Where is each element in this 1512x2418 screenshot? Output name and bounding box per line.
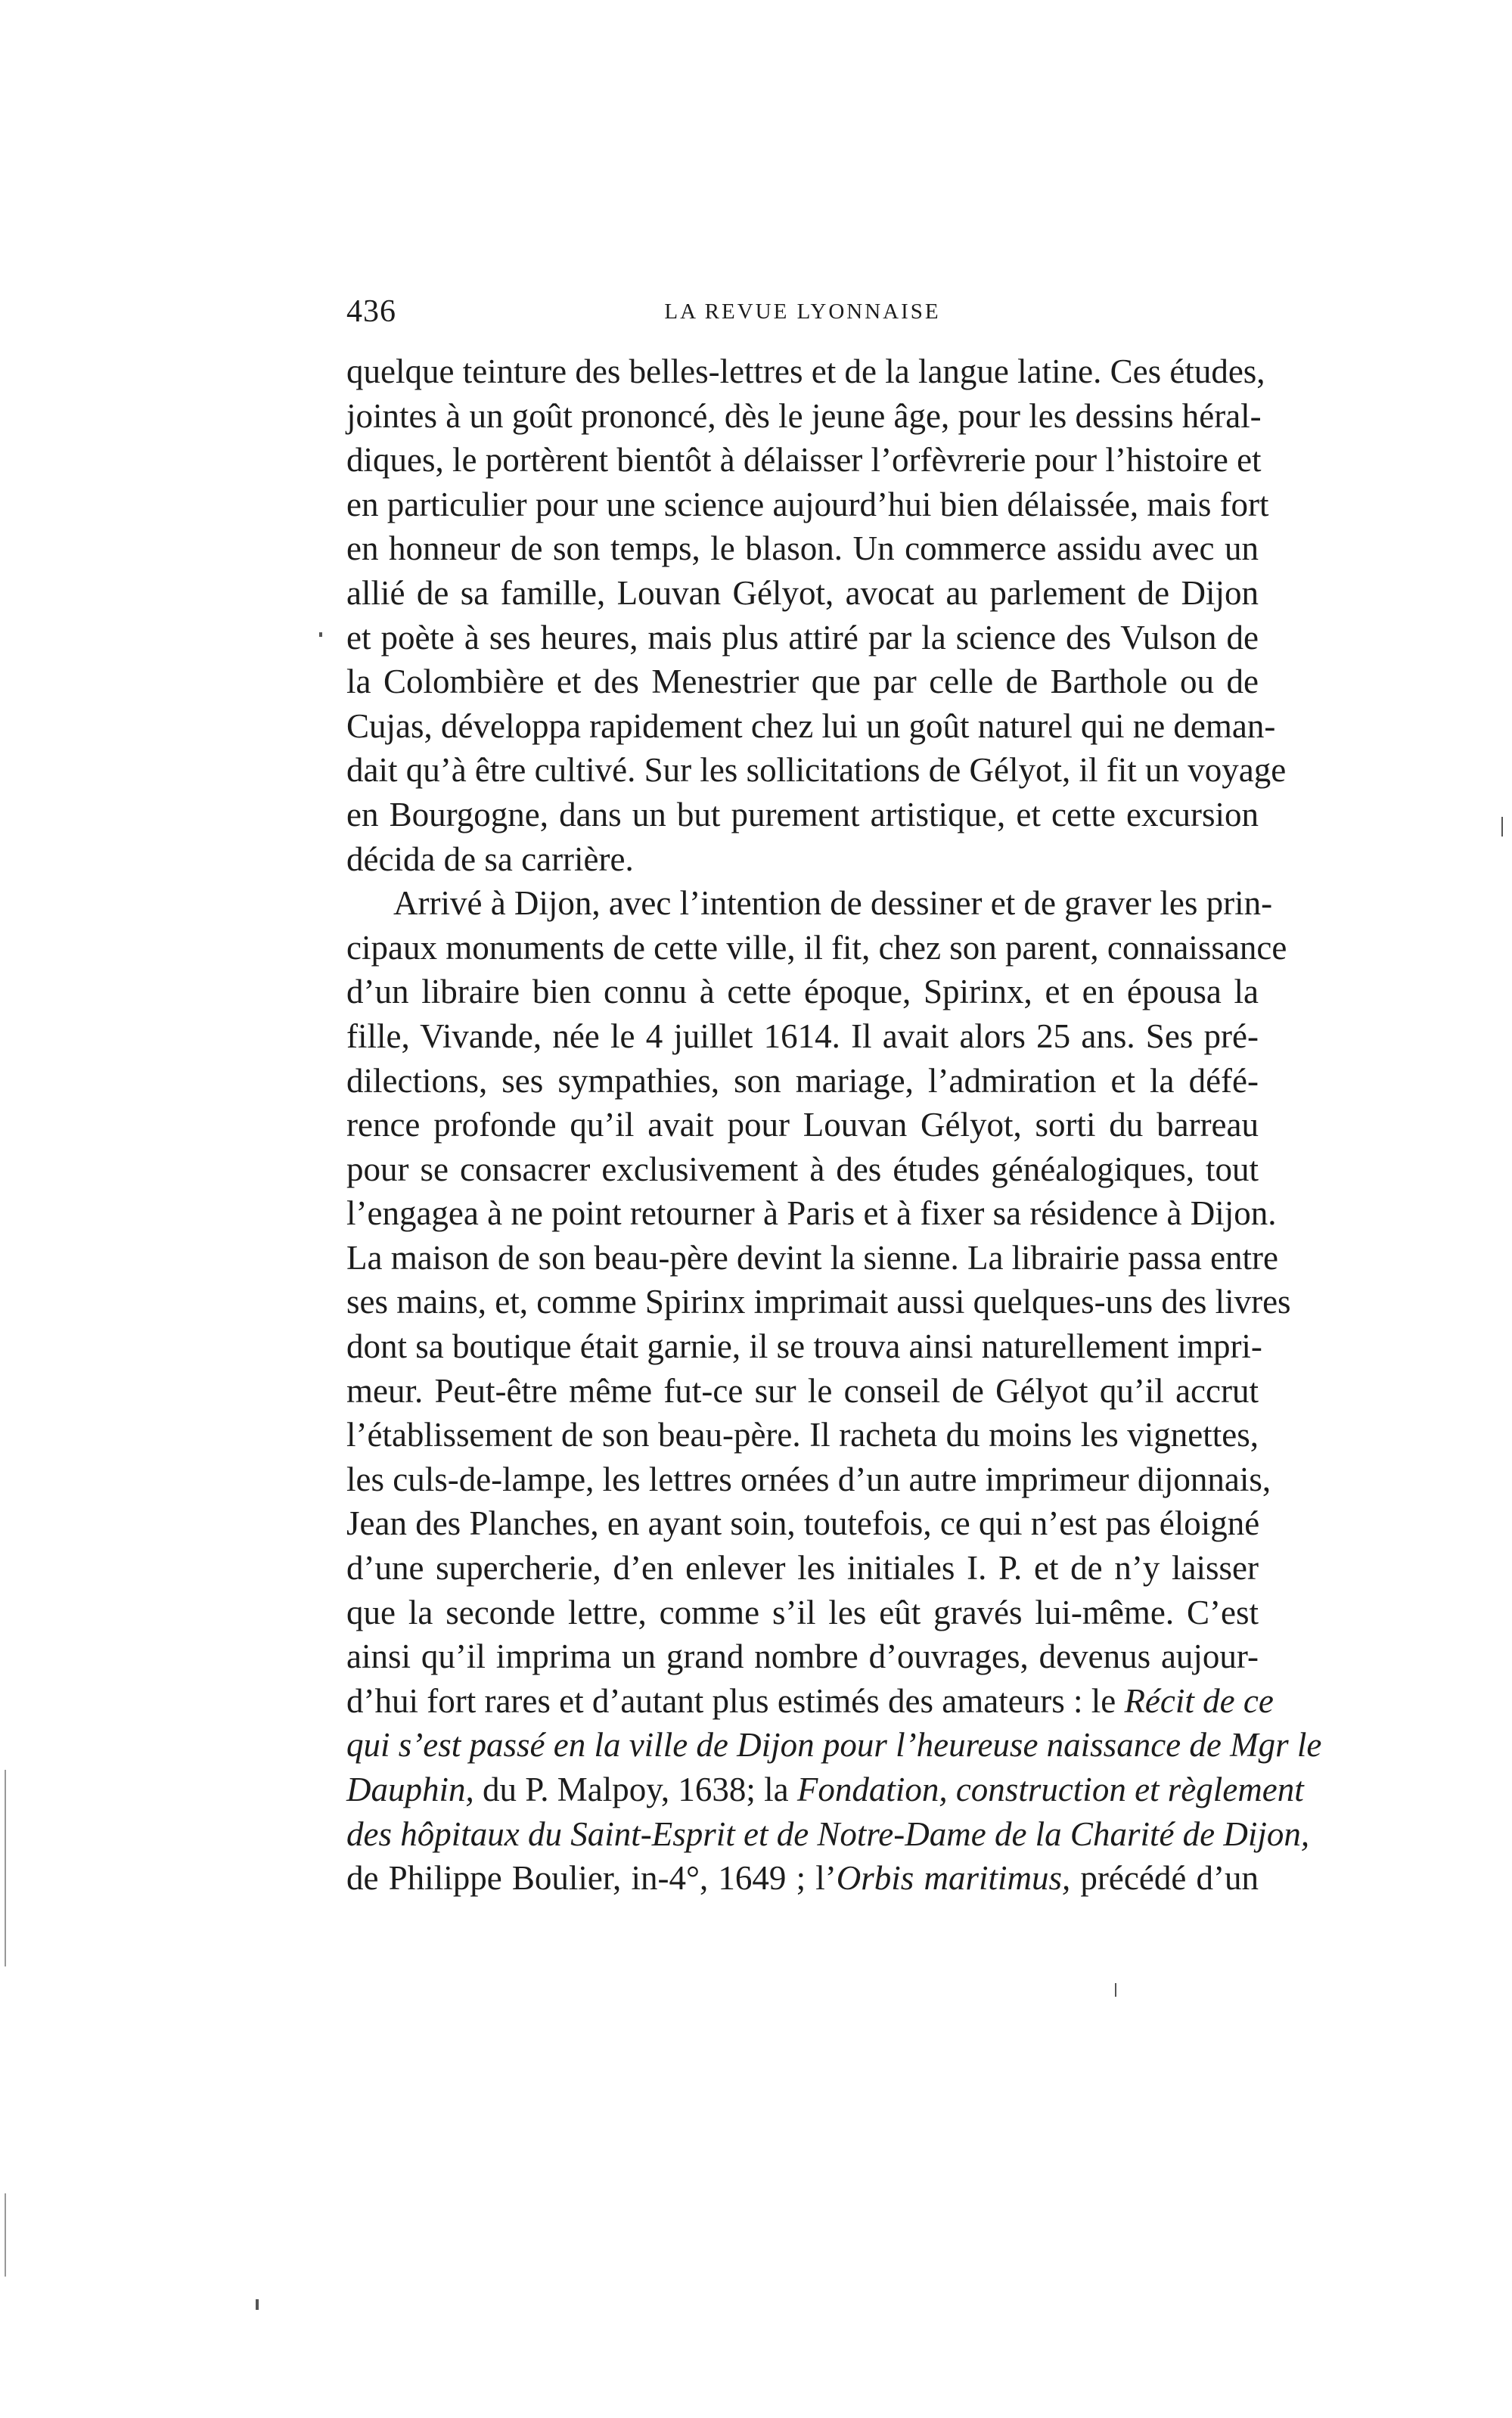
text-line-mixed: [346, 1679, 1274, 1724]
book-title-italic: Récit de ce: [1124, 1681, 1274, 1720]
text-line: cipaux monuments de cette ville, il fit, chez son parent, connaissance: [346, 928, 1287, 967]
journal-title: LA REVUE LYONNAISE: [664, 300, 941, 324]
text-span-roman: de Philippe Boulier, in-4°, 1649 ; l’: [346, 1859, 837, 1898]
text-line: La maison de son beau-père devint la sienne. La librairie passa entre: [346, 1238, 1279, 1277]
text-span-roman: d’hui fort rares et d’autant plus estimés des amateurs : le: [346, 1681, 1116, 1720]
text-line: pour se consacrer exclusivement à des études généalogiques, tout: [346, 1150, 1259, 1188]
text-line: jointes à un goût prononcé, dès le jeune âge, pour les dessins héral-: [346, 396, 1262, 435]
text-line: Jean des Planches, en ayant soin, toutefois, ce qui n’est pas éloigné: [346, 1504, 1260, 1543]
text-line: que la seconde lettre, comme s’il les eût gravés lui-même. C’est: [346, 1593, 1259, 1631]
book-title-italic: Orbis maritimus,: [836, 1859, 1071, 1898]
text-line: dont sa boutique était garnie, il se trouva ainsi naturellement impri-: [346, 1327, 1262, 1366]
text-line: Cujas, développa rapidement chez lui un goût naturel qui ne deman-: [346, 706, 1276, 745]
text-line: Arrivé à Dijon, avec l’intention de dessiner et de graver les prin-: [393, 884, 1273, 923]
text-line: et poète à ses heures, mais plus attiré par la science des Vulson de: [346, 618, 1259, 656]
text-span-roman: du P. Malpoy, 1638; la: [473, 1771, 797, 1808]
text-line-mixed: [346, 1856, 1259, 1901]
scan-edge-line: [5, 1770, 6, 1966]
page-number: 436: [346, 294, 396, 329]
text-line: la Colombière et des Menestrier que par celle de Barthole ou de: [346, 663, 1259, 701]
book-title-line: qui s’est passé en la ville de Dijon pour l’heureuse naissance de Mgr le: [346, 1726, 1322, 1765]
text-line: ses mains, et, comme Spirinx imprimait aussi quelques-uns des livres: [346, 1283, 1291, 1321]
text-line: en honneur de son temps, le blason. Un commerce assidu avec un: [346, 529, 1259, 568]
scan-edge-line: [5, 2193, 6, 2277]
book-title-italic: Dauphin,: [346, 1771, 474, 1808]
running-head: [346, 290, 1259, 336]
text-line: ainsi qu’il imprima un grand nombre d’ouvrages, devenus aujour-: [346, 1637, 1259, 1676]
text-line: rence profonde qu’il avait pour Louvan Gélyot, sorti du barreau: [346, 1106, 1259, 1144]
text-line: en particulier pour une science aujourd’hui bien délaissée, mais fort: [346, 485, 1269, 523]
text-line: diques, le portèrent bientôt à délaisser l’orfèvrerie pour l’histoire et: [346, 441, 1262, 480]
scan-speck: [1501, 817, 1503, 837]
text-line: dilections, ses sympathies, son mariage, l’admiration et la défé-: [346, 1061, 1259, 1100]
text-line: d’un libraire bien connu à cette époque, Spirinx, et en épousa la: [346, 973, 1259, 1011]
book-title-italic: Fondation, construction et règlement: [796, 1771, 1304, 1808]
text-span-roman: précédé d’un: [1070, 1859, 1259, 1898]
text-line: d’une supercherie, d’en enlever les initiales I. P. et de n’y laisser: [346, 1549, 1259, 1588]
text-line: meur. Peut-être même fut-ce sur le conseil de Gélyot qu’il accrut: [346, 1371, 1259, 1410]
paragraph-1: [346, 349, 1287, 881]
text-line-mixed: [346, 1768, 1304, 1812]
text-line: les culs-de-lampe, les lettres ornées d’un autre imprimeur dijonnais,: [346, 1460, 1271, 1498]
paragraph-2: [346, 881, 1291, 1679]
text-line: quelque teinture des belles-lettres et de la langue latine. Ces études,: [346, 352, 1265, 390]
text-line: en Bourgogne, dans un but purement artistique, et cette excursion: [346, 795, 1259, 833]
scan-speck: [1115, 1983, 1116, 1997]
text-line: l’engagea à ne point retourner à Paris et à fixer sa résidence à Dijon.: [346, 1194, 1277, 1233]
scan-speck: [256, 2299, 259, 2310]
book-title-line: des hôpitaux du Saint-Esprit et de Notre-Dame de la Charité de Dijon,: [346, 1814, 1310, 1853]
text-line: fille, Vivande, née le 4 juillet 1614. Il avait alors 25 ans. Ses pré-: [346, 1017, 1259, 1055]
text-line: l’établissement de son beau-père. Il racheta du moins les vignettes,: [346, 1416, 1259, 1454]
text-line: dait qu’à être cultivé. Sur les sollicitations de Gélyot, il fit un voyage: [346, 751, 1287, 790]
scan-speck: [319, 632, 322, 637]
body-text: [346, 349, 1322, 1901]
text-line: décida de sa carrière.: [346, 840, 634, 878]
text-line: allié de sa famille, Louvan Gélyot, avocat au parlement de Dijon: [346, 573, 1259, 612]
